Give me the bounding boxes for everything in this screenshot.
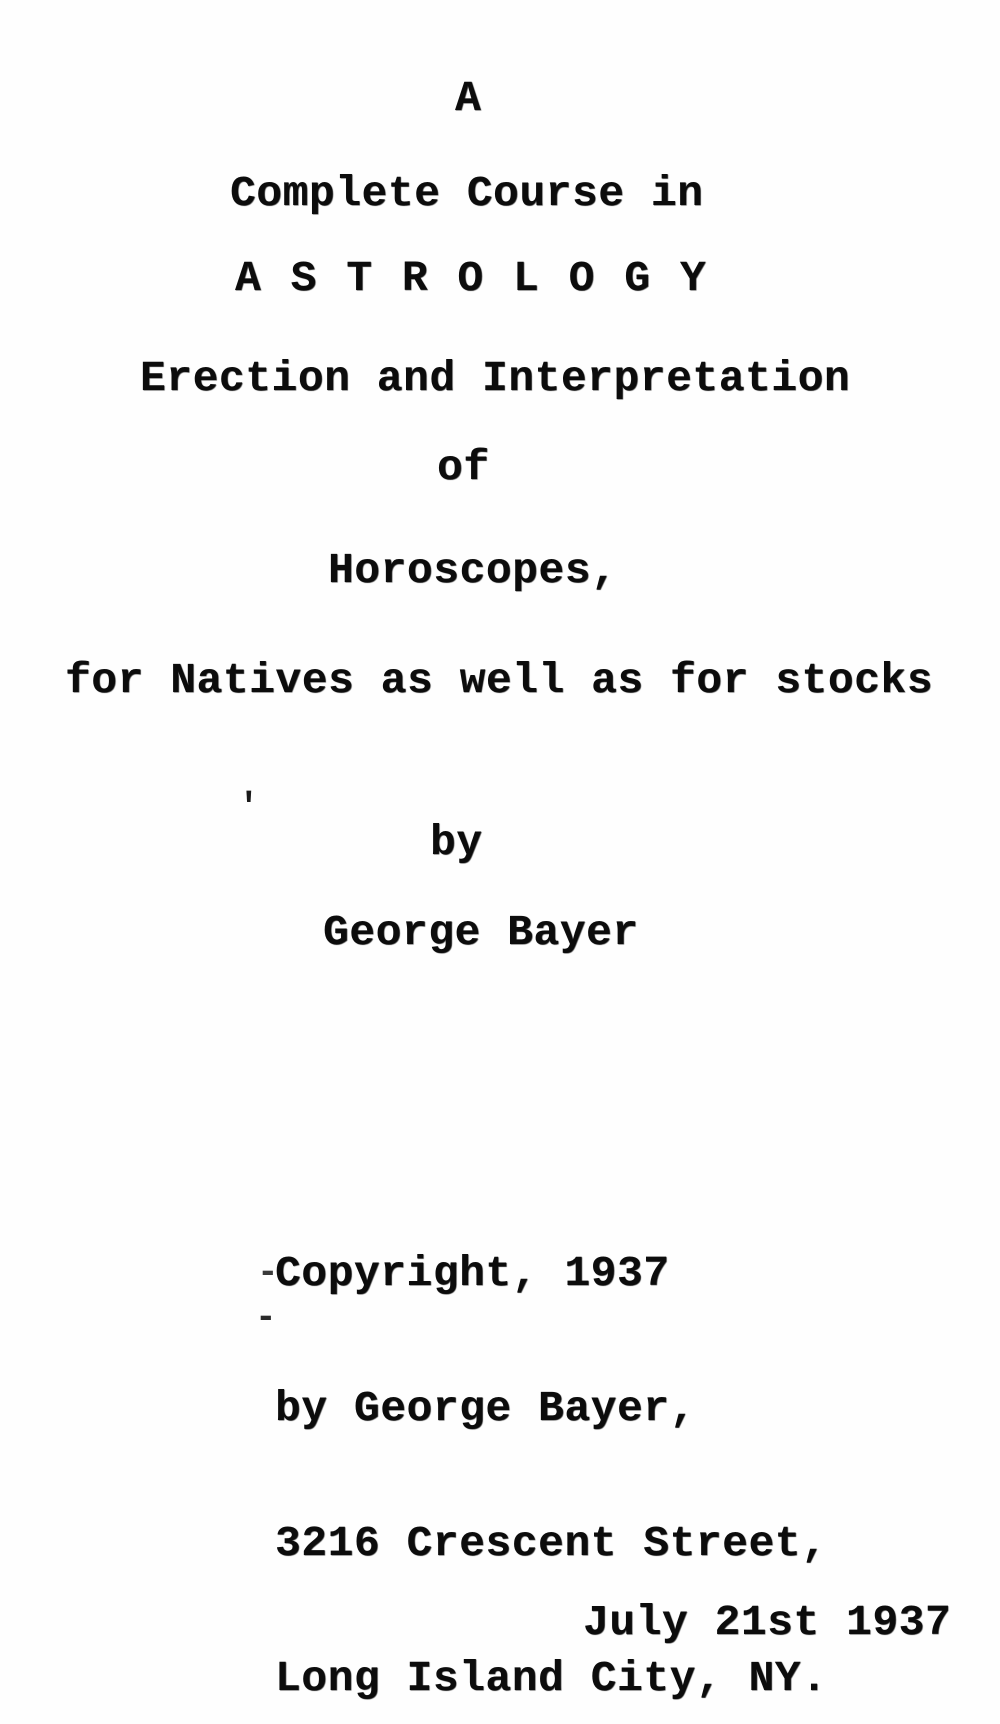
date-line: July 21st 1937 (583, 1598, 952, 1647)
title-line-horoscopes: Horoscopes, (328, 546, 618, 595)
scan-artifact-apostrophe: ' (238, 787, 260, 828)
title-line-complete-course: Complete Course in (230, 169, 704, 218)
copyright-line-holder: by George Bayer, (275, 1384, 696, 1433)
title-line-natives-stocks: for Natives as well as for stocks (65, 656, 934, 705)
copyright-line-city: Long Island City, NY. (275, 1654, 828, 1703)
title-article-a: A (455, 74, 482, 123)
copyright-line-street: 3216 Crescent Street, (275, 1519, 828, 1568)
byline-by-label: by (430, 818, 483, 867)
title-line-of: of (437, 443, 490, 492)
copyright-line-year: Copyright, 1937 (275, 1249, 670, 1298)
byline-author-name: George Bayer (323, 908, 639, 957)
title-line-astrology: A S T R O L O G Y (235, 254, 708, 303)
title-line-erection-interpretation: Erection and Interpretation (140, 354, 851, 403)
scan-artifact-dash-city: - (255, 1297, 277, 1338)
scan-artifact-dash-street: - (257, 1252, 279, 1293)
